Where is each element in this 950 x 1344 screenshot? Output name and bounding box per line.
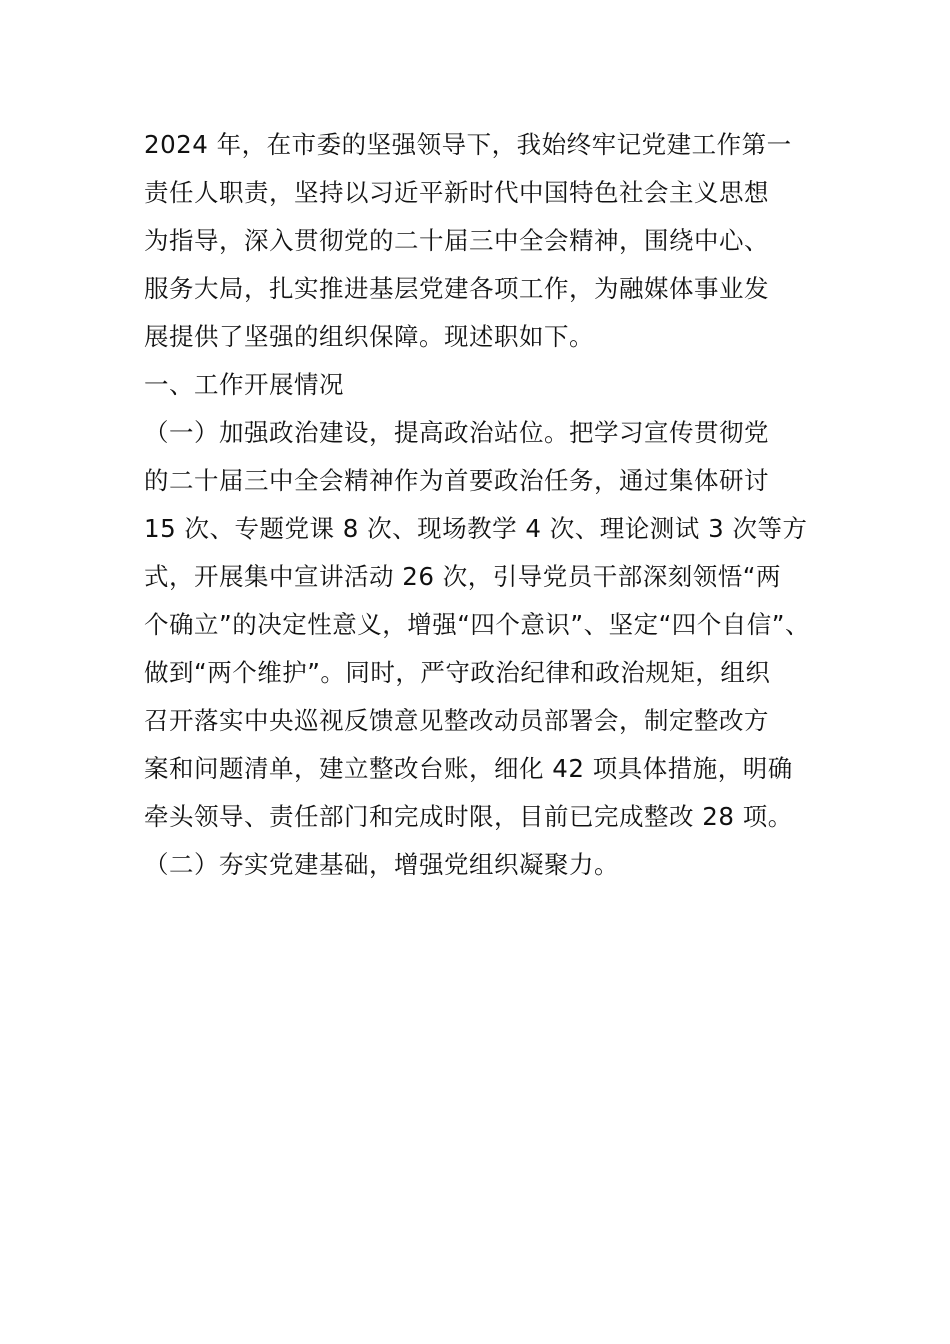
text-line: 2024 年，在市委的坚强领导下，我始终牢记党建工作第一: [144, 130, 792, 159]
text-line: 案和问题清单，建立整改台账，细化 42 项具体措施，明确: [144, 754, 793, 783]
text-line: 服务大局，扎实推进基层党建各项工作，为融媒体事业发: [144, 274, 769, 303]
text-line: 为指导，深入贯彻党的二十届三中全会精神，围绕中心、: [144, 226, 769, 255]
subheading-two: （二）夯实党建基础，增强党组织凝聚力。: [144, 850, 619, 879]
text-line: 做到“两个维护”。同时，严守政治纪律和政治规矩，组织: [144, 658, 771, 687]
text-line: 牵头领导、责任部门和完成时限，目前已完成整改 28 项。: [144, 802, 793, 831]
text-line: 15 次、专题党课 8 次、现场教学 4 次、理论测试 3 次等方: [144, 514, 808, 543]
intro-paragraph: [144, 121, 824, 361]
document-body: [144, 121, 824, 889]
text-line: 展提供了坚强的组织保障。现述职如下。: [144, 322, 594, 351]
text-line: 个确立”的决定性意义，增强“四个意识”、坚定“四个自信”、: [144, 610, 810, 639]
text-line: 召开落实中央巡视反馈意见整改动员部署会，制定整改方: [144, 706, 769, 735]
section-heading: 一、工作开展情况: [144, 370, 344, 399]
text-line: （一）加强政治建设，提高政治站位。把学习宣传贯彻党: [144, 418, 769, 447]
text-line: 的二十届三中全会精神作为首要政治任务，通过集体研讨: [144, 466, 769, 495]
text-line: 式，开展集中宣讲活动 26 次，引导党员干部深刻领悟“两: [144, 562, 781, 591]
text-line: 责任人职责，坚持以习近平新时代中国特色社会主义思想: [144, 178, 769, 207]
paragraph-one: [144, 409, 824, 841]
